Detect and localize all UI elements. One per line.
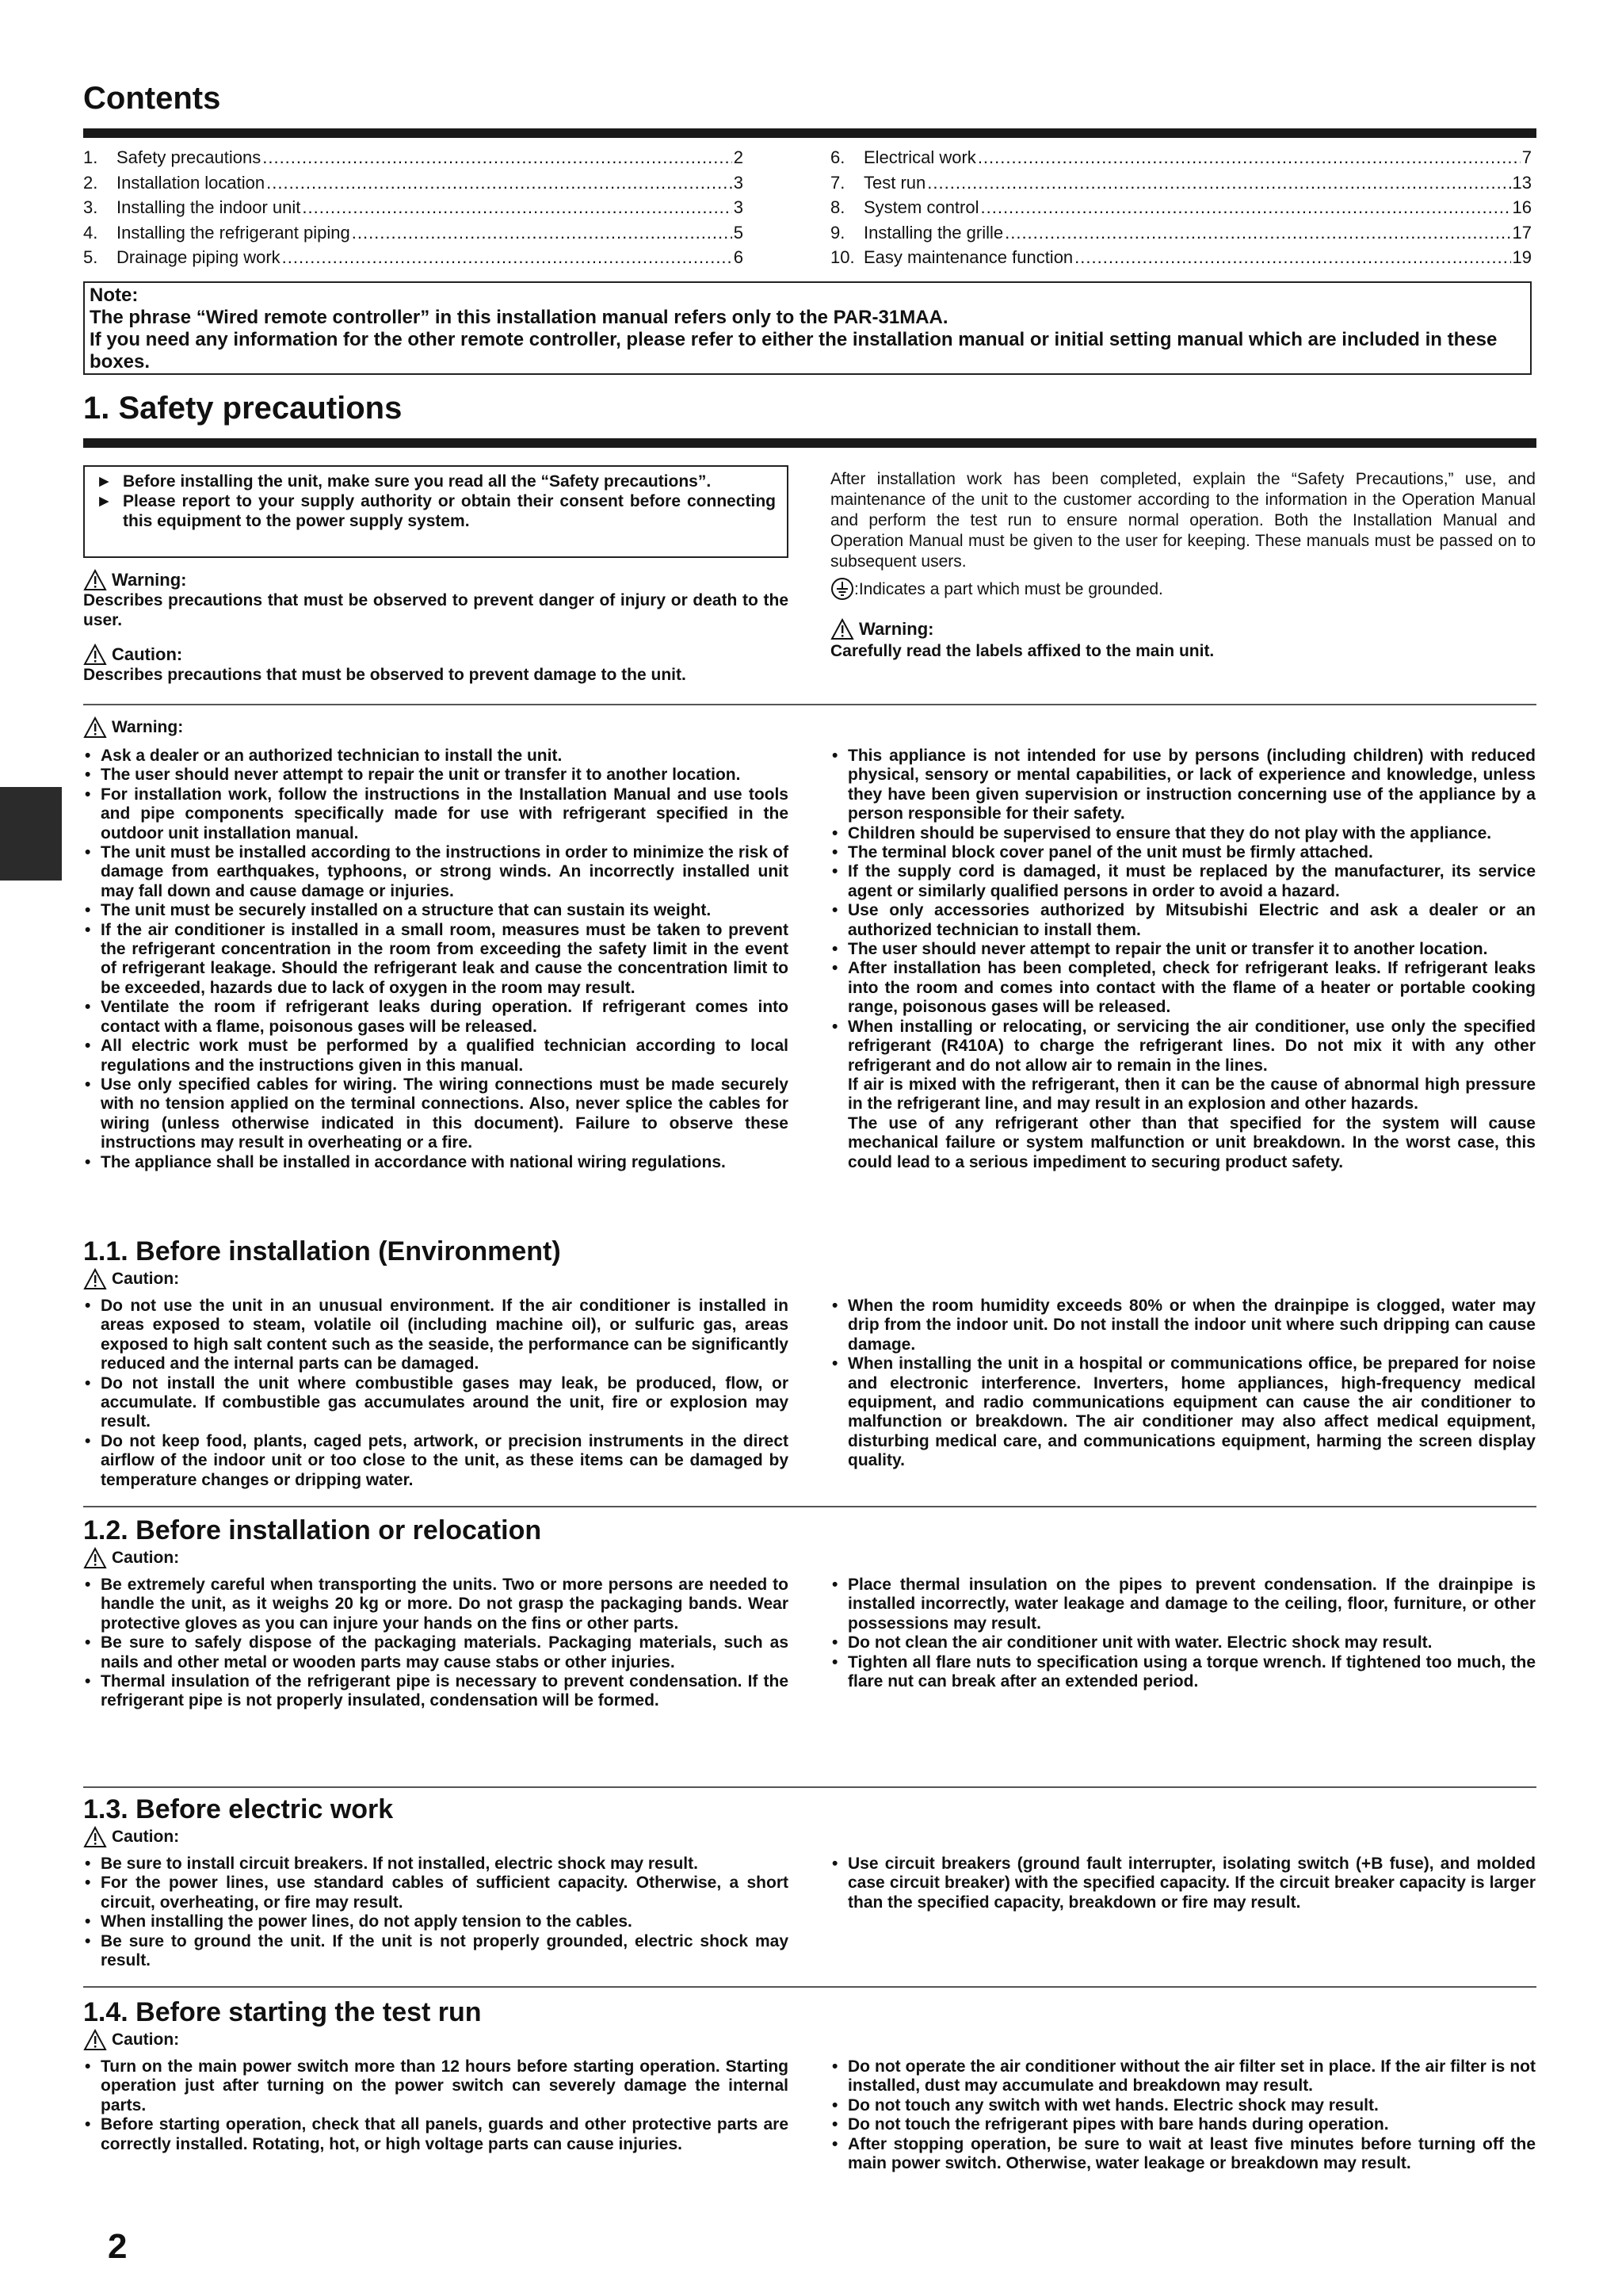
toc-entry[interactable]: 1. Safety precautions ..... 2 — [83, 145, 743, 170]
warning-list-right — [830, 747, 1536, 1172]
divider — [83, 1786, 1536, 1788]
contents-title: Contents — [83, 81, 221, 116]
divider — [83, 1986, 1536, 1988]
warning-heading: Warning: — [83, 569, 187, 591]
note-line-1: The phrase “Wired remote controller” in this installation manual refers only to the PAR-31MAA. — [90, 307, 948, 328]
list-item: • Be extremely careful when transporting the units. Two or more persons are needed to handle the unit, as it weighs 20 kg or more. Do not grasp the packaging bands. Wear protective gloves as you can injure your hands on the fins or other parts. — [83, 1576, 788, 1633]
list-item: • Before starting operation, check that all panels, guards and other protective parts are correctly installed. Rotating, hot, or high voltage parts can cause injuries. — [83, 2115, 788, 2154]
caution-icon — [83, 1268, 107, 1290]
toc-entry[interactable]: 2. Installation location ..... 3 — [83, 170, 743, 196]
list-item: • Do not operate the air conditioner without the air filter set in place. If the air filter is not installed, dust may accumulate and breakdown may result. — [830, 2057, 1536, 2096]
caution-icon — [83, 1826, 107, 1848]
toc-entry[interactable]: 4. Installing the refrigerant piping ..... 5 — [83, 220, 743, 246]
labels-note: Carefully read the labels affixed to the main unit. — [830, 642, 1215, 660]
list-item: • Be sure to safely dispose of the packaging materials. Packaging materials, such as nails and other metal or wooden parts may cause stabs or other injuries. — [83, 1633, 788, 1672]
section-1-1-title: 1.1. Before installation (Environment) — [83, 1236, 561, 1266]
section-1-3-title: 1.3. Before electric work — [83, 1794, 394, 1824]
list-item: • Be sure to ground the unit. If the unit is not properly grounded, electric shock may result. — [83, 1932, 788, 1971]
warning-heading-2: Warning: — [830, 618, 934, 640]
caution-description: Describes precautions that must be observed to prevent damage to the unit. — [83, 666, 686, 684]
list-item: • When installing the unit in a hospital or communications office, be prepared for noise and electronic interference. Inverters, home appliances, high-frequency medical equipment, and radio communications equipment can cause the air conditioner to malfunction or breakdown. The air conditioner may also affect medical equipment, disturbing medical care, and communications equipment, harming the screen display quality. — [830, 1354, 1536, 1470]
caution-icon — [83, 644, 107, 666]
caution-heading: Caution: — [83, 644, 182, 666]
note-line-2: If you need any information for the other remote controller, please refer to either the installation manual or initial setting manual which are included in these boxes. — [90, 329, 1498, 372]
safety-title: 1. Safety precautions — [83, 391, 403, 426]
after-installation-text: After installation work has been completed, explain the “Safety Precautions,” use, and maintenance of the unit to the customer according to the information in the Operation Manual and perform the test run to ensure normal operation. Both the Installation Manual and Operation Manual must be given to the user for keeping. These manuals must be passed on to subsequent users. — [830, 470, 1536, 571]
list-item: • The user should never attempt to repair the unit or transfer it to another location. — [830, 940, 1536, 959]
list-item: • Ventilate the room if refrigerant leaks during operation. If refrigerant comes into contact with a flame, poisonous gases will be released. — [83, 998, 788, 1037]
s12-list-right — [830, 1576, 1536, 1691]
list-item: • For installation work, follow the instructions in the Installation Manual and use tools and pipe components specifically made for use with refrigerant specified in the outdoor unit installation manual. — [83, 785, 788, 843]
section-1-2-title: 1.2. Before installation or relocation — [83, 1515, 542, 1545]
s11-list-right — [830, 1297, 1536, 1471]
s12-list-left — [83, 1576, 788, 1711]
warning-list-left — [83, 747, 788, 1172]
list-item: • For the power lines, use standard cables of sufficient capacity. Otherwise, a short circuit, overheating, or fire may result. — [83, 1874, 788, 1912]
list-item: • After stopping operation, be sure to wait at least five minutes before turning off the main power switch. Otherwise, water leakage or breakdown may result. — [830, 2135, 1536, 2174]
ground-icon — [830, 577, 854, 601]
list-item: • When the room humidity exceeds 80% or when the drainpipe is clogged, water may drip from the indoor unit. Do not install the indoor unit where such dripping can cause damage. — [830, 1297, 1536, 1354]
list-item: • The appliance shall be installed in accordance with national wiring regulations. — [83, 1153, 788, 1172]
list-item: • The terminal block cover panel of the unit must be firmly attached. — [830, 843, 1536, 862]
list-item: • When installing or relocating, or servicing the air conditioner, use only the specified refrigerant (R410A) to charge the refrigerant lines. Do not mix it with any other refrigerant and do not allow air to remain in the lines. — [830, 1018, 1536, 1075]
list-item: • The unit must be installed according to the instructions in order to minimize the risk of damage from earthquakes, typhoons, or strong winds. An incorrectly installed unit may fall down and cause damage or injuries. — [83, 843, 788, 901]
list-item: • If the supply cord is damaged, it must be replaced by the manufacturer, its service agent or similarly qualified persons in order to avoid a hazard. — [830, 862, 1536, 901]
list-item: • When installing the power lines, do not apply tension to the cables. — [83, 1912, 788, 1931]
toc-entry[interactable]: 3. Installing the indoor unit ..... 3 — [83, 195, 743, 220]
divider — [83, 704, 1536, 705]
list-item: • Children should be supervised to ensure that they do not play with the appliance. — [830, 824, 1536, 843]
caution-icon — [83, 1547, 107, 1569]
list-item: • This appliance is not intended for use by persons (including children) with reduced physical, sensory or mental capabilities, or lack of experience and knowledge, unless they have been given supervision or instruction concerning use of the appliance by a person responsible for their safety. — [830, 747, 1536, 824]
s13-list-left — [83, 1855, 788, 1970]
s14-list-right — [830, 2057, 1536, 2173]
caution-heading: Caution: — [83, 1826, 179, 1848]
list-item: • Tighten all flare nuts to specification using a torque wrench. If tightened too much, the flare nut can break after an extended period. — [830, 1653, 1536, 1692]
toc-right — [830, 145, 1532, 270]
note-box — [83, 281, 1532, 375]
contents-rule — [83, 128, 1536, 138]
list-item: • The user should never attempt to repair the unit or transfer it to another location. — [83, 766, 788, 785]
list-item: • Thermal insulation of the refrigerant pipe is necessary to prevent condensation. If the refrigerant pipe is not properly insulated, condensation will be formed. — [83, 1672, 788, 1711]
list-item: • All electric work must be performed by a qualified technician according to local regulations and the instructions given in this manual. — [83, 1037, 788, 1075]
list-item: • Do not touch any switch with wet hands. Electric shock may result. — [830, 2096, 1536, 2115]
warning-description: Describes precautions that must be observed to prevent danger of injury or death to the user. — [83, 591, 788, 629]
caution-icon — [83, 2029, 107, 2051]
list-item: • Be sure to install circuit breakers. If not installed, electric shock may result. — [83, 1855, 788, 1874]
list-item: • If the air conditioner is installed in a small room, measures must be taken to prevent the refrigerant concentration in the room from exceeding the safety limit in the event of refrigerant leakage. Should the refrigerant leak and cause the concentration limit to be exceeded, hazards due to lack of oxygen in the room may result. — [83, 921, 788, 999]
section-tab — [0, 787, 62, 881]
s13-list-right — [830, 1855, 1536, 1912]
warning-icon — [83, 569, 107, 591]
toc-entry[interactable]: 8. System control ..... 16 — [830, 195, 1532, 220]
list-item: • Use circuit breakers (ground fault interrupter, isolating switch (+B fuse), and molded case circuit breaker) with the specified capacity. If the circuit breaker capacity is larger than the specified capacity, breakdown or fire may result. — [830, 1855, 1536, 1912]
caution-heading: Caution: — [83, 1547, 179, 1569]
list-item: • Ask a dealer or an authorized technician to install the unit. — [83, 747, 788, 766]
toc-entry[interactable]: 6. Electrical work ..... 7 — [830, 145, 1532, 170]
list-item-continuation: The use of any refrigerant other than that specified for the system will cause mechanical failure or system malfunction or unit breakdown. In the worst case, this could lead to a serious impediment to securing product safety. — [848, 1114, 1536, 1171]
safety-rule — [83, 438, 1536, 448]
list-item-continuation: If air is mixed with the refrigerant, then it can be the cause of abnormal high pressure in the refrigerant line, and may result in an explosion and other hazards. — [848, 1075, 1536, 1114]
toc-left — [83, 145, 743, 270]
list-item: • Do not install the unit where combustible gases may leak, be produced, flow, or accumulate. If combustible gas accumulates around the unit, fire or explosion may result. — [83, 1374, 788, 1432]
toc-entry[interactable]: 9. Installing the grille ..... 17 — [830, 220, 1532, 246]
toc-entry[interactable]: 10. Easy maintenance function ..... 19 — [830, 245, 1532, 270]
toc-entry[interactable]: 7. Test run ..... 13 — [830, 170, 1532, 196]
page-number: 2 — [108, 2227, 128, 2266]
list-item: • The unit must be securely installed on a structure that can sustain its weight. — [83, 901, 788, 920]
list-item: • Turn on the main power switch more than 12 hours before starting operation. Starting operation just after turning on the power switch can severely damage the internal parts. — [83, 2057, 788, 2115]
caution-heading: Caution: — [83, 1268, 179, 1290]
toc-entry[interactable]: 5. Drainage piping work ..... 6 — [83, 245, 743, 270]
list-item: • After installation has been completed, check for refrigerant leaks. If refrigerant leaks into the room and comes into contact with the flame of a heater or portable cooking range, poisonous gases will be released. — [830, 959, 1536, 1017]
warning-icon — [83, 716, 107, 739]
note-label: Note: — [90, 285, 139, 306]
warning-list-heading: Warning: — [83, 716, 183, 739]
caution-heading: Caution: — [83, 2029, 179, 2051]
ground-note: :Indicates a part which must be grounded. — [830, 577, 1536, 606]
divider — [83, 1506, 1536, 1507]
list-item: • Do not touch the refrigerant pipes with bare hands during operation. — [830, 2115, 1536, 2134]
s11-list-left — [83, 1297, 788, 1490]
list-item: • Do not clean the air conditioner unit with water. Electric shock may result. — [830, 1633, 1536, 1652]
precaution-box: ► Before installing the unit, make sure you read all the “Safety precautions”. ► Please report to your supply authority or obtain their consent before connecting this equipment to the power supply system. — [83, 465, 788, 558]
precaution-1: Before installing the unit, make sure you read all the “Safety precautions”. — [123, 472, 712, 491]
list-item: • Do not use the unit in an unusual environment. If the air conditioner is installed in areas exposed to steam, volatile oil (including machine oil), or sulfuric gas, areas exposed to high salt content such as the seaside, the performance can be significantly reduced and the internal parts can be damaged. — [83, 1297, 788, 1374]
list-item: • Use only specified cables for wiring. The wiring connections must be made securely with no tension applied on the terminal connections. Also, never splice the cables for wiring (unless otherwise indicated in this document). Failure to observe these instructions may result in overheating or a fire. — [83, 1075, 788, 1153]
list-item: • Place thermal insulation on the pipes to prevent condensation. If the drainpipe is installed incorrectly, water leakage and damage to the ceiling, floor, furniture, or other possessions may result. — [830, 1576, 1536, 1633]
s14-list-left — [83, 2057, 788, 2154]
list-item: • Do not keep food, plants, caged pets, artwork, or precision instruments in the direct airflow of the indoor unit or too close to the unit, as these items can be damaged by temperature changes or dripping water. — [83, 1432, 788, 1490]
warning-icon — [830, 618, 854, 640]
section-1-4-title: 1.4. Before starting the test run — [83, 1997, 482, 2027]
list-item: • Use only accessories authorized by Mitsubishi Electric and ask a dealer or an authorized technician to install them. — [830, 901, 1536, 940]
precaution-2: Please report to your supply authority or obtain their consent before connecting this equipment to the power supply system. — [123, 492, 776, 530]
